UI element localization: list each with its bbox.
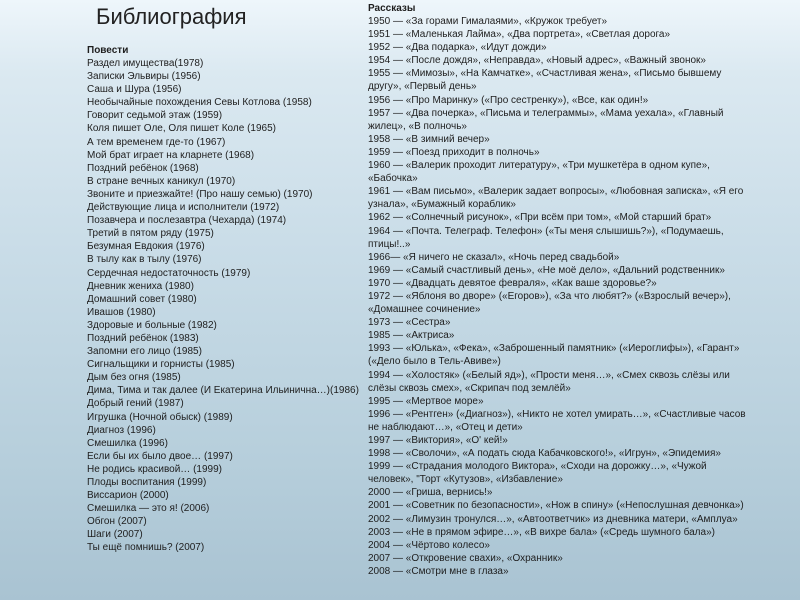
- povest-item: Действующие лица и исполнители (1972): [87, 202, 280, 214]
- povest-item: Здоровые и больные (1982): [87, 319, 217, 331]
- rasskaz-line: 2007 — «Откровение свахи», «Охранник»: [368, 552, 563, 564]
- rasskaz-line: 1962 — «Солнечный рисунок», «При всём при том», «Мой старший брат»: [368, 212, 712, 224]
- rasskaz-line: птицы!..»: [368, 238, 411, 250]
- povest-item: Не родись красивой… (1999): [87, 463, 222, 475]
- povest-item: Поздний ребёнок (1968): [87, 162, 199, 174]
- povest-item: Третий в пятом ряду (1975): [87, 228, 214, 240]
- rasskaz-line: 1993 — «Юлька», «Фека», «Заброшенный памятник» («Иероглифы»), «Гарант»: [368, 343, 740, 355]
- povest-item: Саша и Шура (1956): [87, 84, 182, 96]
- rasskazy-section: [368, 3, 788, 578]
- rasskaz-line: 1972 — «Яблоня во дворе» («Егоров»), «За что любят?» («Взрослый вечер»),: [368, 290, 731, 302]
- povest-item: Запомни его лицо (1985): [87, 346, 202, 358]
- povest-item: Если бы их было двое… (1997): [87, 450, 233, 462]
- povest-item: Дима, Тима и так далее (И Екатерина Ильинична…)(1986): [87, 385, 359, 397]
- povest-item: Шаги (2007): [87, 529, 143, 541]
- rasskaz-line: 2003 — «Не в прямом эфире…», «В вихре бала» («Средь шумного бала»): [368, 526, 715, 538]
- rasskaz-line: 1957 — «Два почерка», «Письма и телеграммы», «Мама уехала», «Главный: [368, 107, 724, 119]
- povest-item: Коля пишет Оле, Оля пишет Коле (1965): [87, 123, 276, 135]
- povest-item: Раздел имущества(1978): [87, 58, 204, 69]
- rasskaz-line: «Домашнее сочинение»: [368, 304, 481, 316]
- rasskaz-line: не наблюдают…», «Отец и дети»: [368, 421, 523, 433]
- rasskaz-line: 1964 — «Почта. Телеграф. Телефон» («Ты меня слышишь?»), «Подумаешь,: [368, 225, 724, 237]
- povest-item: Ты ещё помнишь? (2007): [87, 542, 205, 554]
- rasskaz-line: 1956 — «Про Маринку» («Про сестренку»), «Все, как один!»: [368, 94, 649, 106]
- povesti-section: [87, 44, 367, 555]
- povest-item: Ивашов (1980): [87, 306, 156, 318]
- rasskaz-line: 1951 — «Маленькая Лайма», «Два портрета», «Светлая дорога»: [368, 29, 671, 41]
- rasskaz-line: 1998 — «Сволочи», «А подать сюда Кабачковского!», «Игрун», «Эпидемия»: [368, 448, 721, 460]
- povesti-list: [87, 57, 367, 555]
- rasskaz-line: 2001 — «Советник по безопасности», «Нож в спину» («Непослушная девчонка»): [368, 500, 744, 512]
- povest-item: Добрый гений (1987): [87, 398, 184, 410]
- povest-item: Обгон (2007): [87, 516, 147, 528]
- rasskaz-line: 1996 — «Рентген» («Диагноз»), «Никто не хотел умирать…», «Счастливые часов: [368, 408, 746, 420]
- povest-item: Звоните и приезжайте! (Про нашу семью) (1970): [87, 188, 313, 200]
- povest-item: Сердечная недостаточность (1979): [87, 267, 251, 279]
- rasskaz-line: 2008 — «Смотри мне в глаза»: [368, 565, 509, 577]
- povest-item: Смешилка — это я! (2006): [87, 503, 210, 515]
- rasskaz-line: 1950 — «За горами Гималаями», «Кружок требует»: [368, 16, 608, 27]
- povest-item: Игрушка (Ночной обыск) (1989): [87, 411, 233, 423]
- rasskaz-line: жилец», «В полночь»: [368, 120, 467, 132]
- povest-item: Домашний совет (1980): [87, 293, 197, 305]
- povest-item: Поздний ребёнок (1983): [87, 332, 199, 344]
- rasskaz-line: человек», "Торт «Кутузов», «Избавление»: [368, 474, 563, 486]
- rasskaz-line: («Дело было в Тель-Авиве»): [368, 356, 501, 368]
- povest-item: Необычайные похождения Севы Котлова (1958): [87, 97, 312, 109]
- povest-item: А тем временем где-то (1967): [87, 136, 226, 148]
- rasskaz-line: 1994 — «Холостяк» («Белый яд»), «Прости меня…», «Смех сквозь слёзы или: [368, 369, 730, 381]
- rasskaz-line: слёзы сквозь смех», «Скрипач под землёй»: [368, 382, 571, 394]
- rasskaz-line: 2004 — «Чёртово колесо»: [368, 539, 490, 551]
- rasskaz-line: 1954 — «После дождя», «Неправда», «Новый адрес», «Важный звонок»: [368, 55, 706, 67]
- rasskaz-line: 1961 — «Вам письмо», «Валерик задает вопросы», «Любовная записка», «Я его: [368, 186, 744, 198]
- rasskaz-line: 1966— «Я ничего не сказал», «Ночь перед свадьбой»: [368, 251, 620, 263]
- rasskaz-line: 2000 — «Гриша, вернись!»: [368, 487, 493, 499]
- rasskaz-line: 1973 — «Сестра»: [368, 317, 451, 329]
- rasskaz-line: 1955 — «Мимозы», «На Камчатке», «Счастливая жена», «Письмо бывшему: [368, 68, 722, 80]
- page-title: Библиография: [96, 4, 247, 29]
- povest-item: Виссарион (2000): [87, 490, 169, 502]
- povest-item: Позавчера и послезавтра (Чехарда) (1974): [87, 215, 287, 227]
- rasskaz-line: 1969 — «Самый счастливый день», «Не моё дело», «Дальний родственник»: [368, 264, 725, 276]
- povest-item: Безумная Евдокия (1976): [87, 241, 205, 253]
- povest-item: Записки Эльвиры (1956): [87, 71, 201, 83]
- povest-item: Говорит седьмой этаж (1959): [87, 110, 223, 122]
- rasskaz-line: «Бабочка»: [368, 173, 418, 185]
- rasskaz-line: 1970 — «Двадцать девятое февраля», «Как ваше здоровье?»: [368, 277, 657, 289]
- rasskaz-line: 1960 — «Валерик проходит литературу», «Три мушкетёра в одном купе»,: [368, 160, 710, 172]
- rasskaz-line: 1958 — «В зимний вечер»: [368, 133, 490, 145]
- povest-item: Дым без огня (1985): [87, 372, 181, 384]
- rasskaz-line: другу», «Первый день»: [368, 81, 477, 93]
- rasskaz-line: 1999 — «Страдания молодого Виктора», «Сходи на дорожку…», «Чужой: [368, 461, 707, 473]
- povest-item: Дневник жениха (1980): [87, 280, 194, 292]
- povest-item: Смешилка (1996): [87, 437, 168, 449]
- povest-item: В тылу как в тылу (1976): [87, 254, 202, 266]
- povest-item: Сигнальщики и горнисты (1985): [87, 359, 235, 371]
- povest-item: В стране вечных каникул (1970): [87, 175, 236, 187]
- rasskaz-line: 1985 — «Актриса»: [368, 330, 455, 342]
- povest-item: Плоды воспитания (1999): [87, 477, 207, 488]
- rasskaz-line: 1997 — «Виктория», «О' кей!»: [368, 435, 508, 446]
- povesti-heading: Повести: [87, 45, 129, 56]
- rasskaz-line: 2002 — «Лимузин тронулся…», «Автоответчик» из дневника матери, «Амплуа»: [368, 513, 738, 525]
- rasskaz-line: 1959 — «Поезд приходит в полночь»: [368, 146, 540, 158]
- rasskazy-list: [368, 15, 788, 578]
- rasskazy-heading: Рассказы: [368, 3, 416, 14]
- rasskaz-line: 1995 — «Мертвое море»: [368, 395, 484, 407]
- povest-item: Диагноз (1996): [87, 424, 156, 436]
- rasskaz-line: узнала», «Бумажный кораблик»: [368, 199, 516, 211]
- povest-item: Мой брат играет на кларнете (1968): [87, 149, 255, 161]
- rasskaz-line: 1952 — «Два подарка», «Идут дожди»: [368, 42, 547, 54]
